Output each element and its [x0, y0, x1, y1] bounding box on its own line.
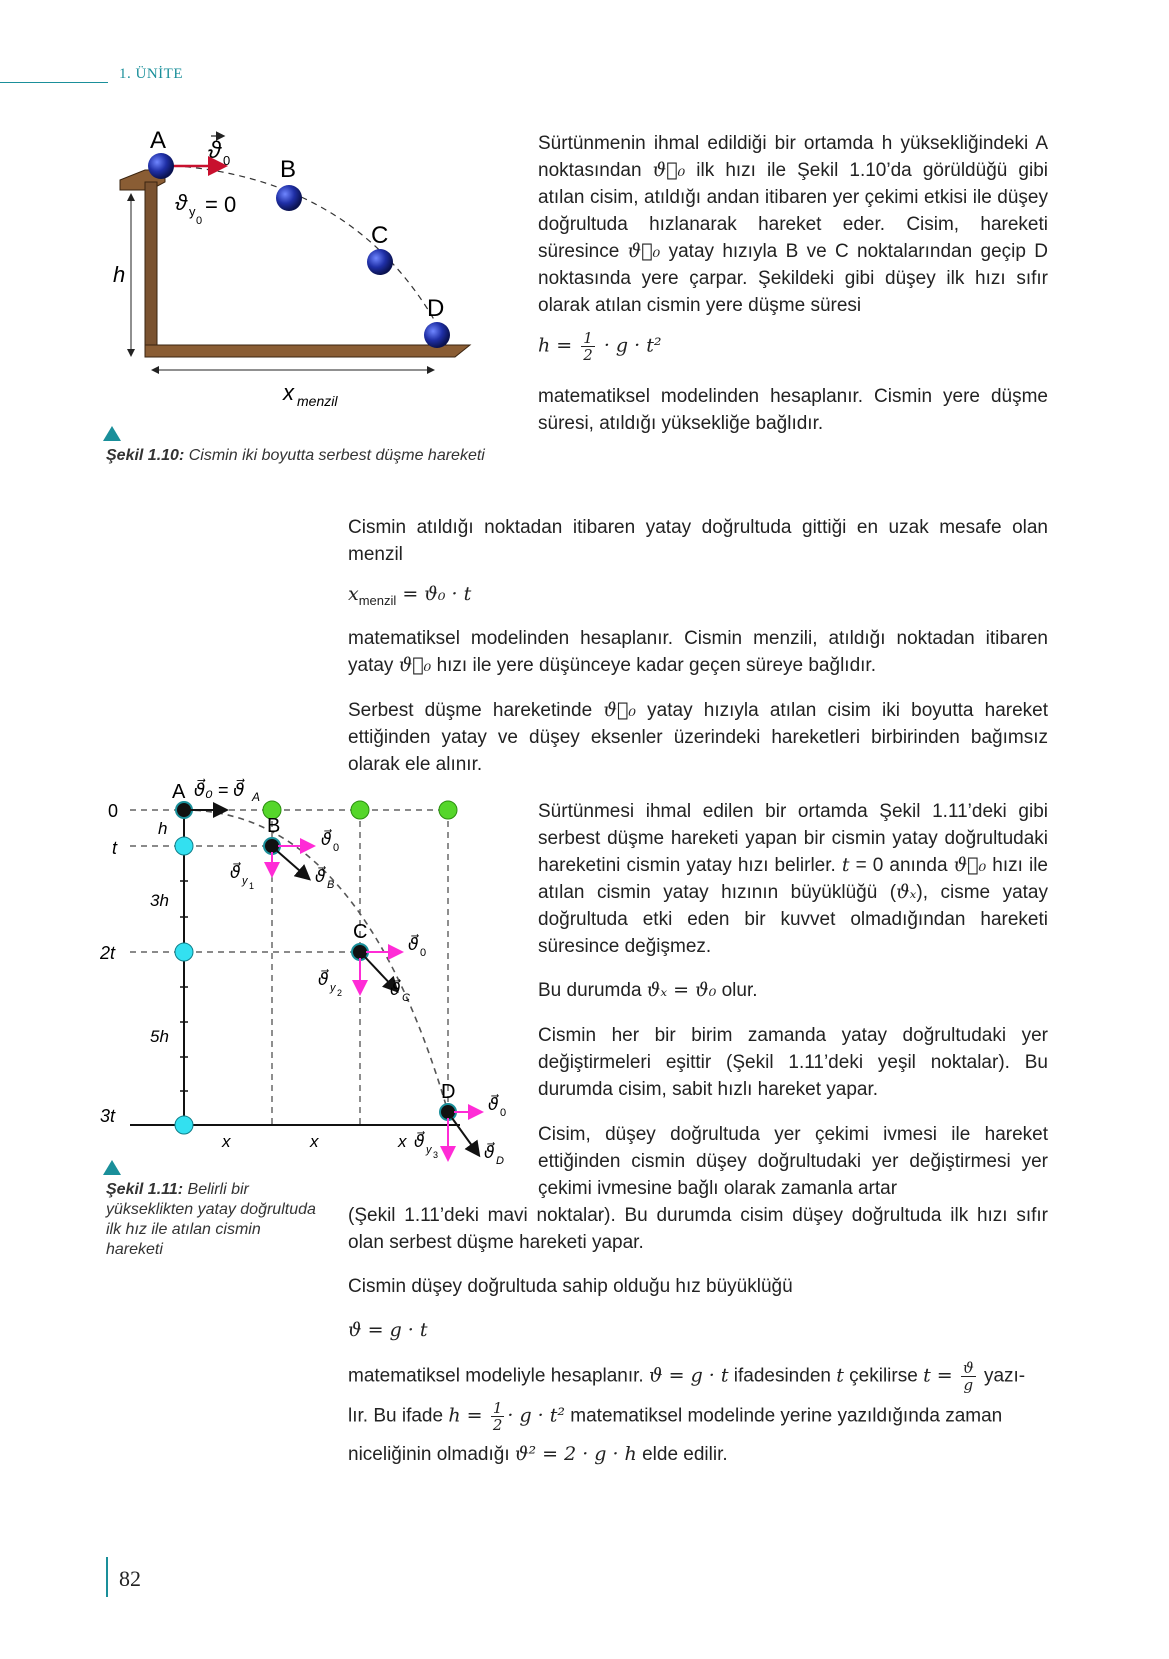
p4-v0: ϑ⃗₀ — [398, 654, 432, 676]
p1-b: ilk hızı ile Şekil 1.10’da görüldüğü gibi atılan cisim, atıldığı andan itibaren yer çekimi etkisi ile düşey doğrultuda hızlanarak hareket eder. Cisim, hareketi süresince — [538, 160, 1048, 262]
paragraph-13 — [348, 1441, 1058, 1468]
label-vy-b: ϑ⃗ — [230, 863, 241, 882]
label-vy-c-n: 2 — [337, 988, 343, 998]
label-v0-sub: 0 — [223, 153, 231, 168]
eq2-sub: menzil — [358, 592, 397, 608]
eq2-x: x — [348, 583, 359, 605]
p12-eq: h = — [448, 1404, 483, 1427]
label-h1: h — [158, 819, 168, 838]
p11-a: matematiksel modeliyle hesaplanır. — [348, 1365, 649, 1387]
p5-b: yatay hızıyla atılan cisim iki boyutta hareket ettiğinden yatay ve düşey eksenler üzerindeki hareketleri birbirinden bağımsız olarak ele alınır. — [348, 700, 1049, 775]
eq1-num: 1 — [583, 329, 593, 347]
trajectory-path — [163, 165, 440, 330]
v-arrow-d — [452, 1118, 478, 1154]
page-number-rule — [106, 1557, 108, 1597]
p13-a: niceliğinin olmadığı — [348, 1444, 515, 1465]
ground — [145, 345, 470, 357]
p13-b: elde edilir. — [636, 1444, 728, 1465]
header-rule — [0, 82, 108, 83]
cliff-wall — [145, 182, 157, 357]
p12-a: lır. Bu ifade — [348, 1405, 449, 1427]
p7-b: olur. — [716, 980, 758, 1001]
p11-den: g — [963, 1376, 974, 1394]
label-t2: 2t — [100, 943, 116, 963]
paragraph-5 — [348, 697, 1048, 778]
cyan-point — [175, 1116, 193, 1134]
equation-1 — [538, 330, 661, 363]
paragraph-9b: (Şekil 1.11’deki mavi noktalar). Bu durumda cisim düşey doğrultuda ilk hızı sıfır olan serbest düşme hareketi yapar. — [348, 1205, 1048, 1253]
paragraph-4 — [348, 625, 1048, 679]
label-vy-c-sub: y — [330, 982, 336, 994]
green-point — [439, 801, 457, 819]
label-b2: B — [267, 815, 281, 837]
ball-c — [367, 249, 393, 275]
label-vy0-eq: = 0 — [205, 192, 237, 217]
figure-1-10 — [105, 120, 505, 410]
p7-a: Bu durumda — [538, 980, 647, 1001]
paragraph-12 — [348, 1400, 1058, 1433]
label-x-sub: menzil — [297, 393, 338, 409]
green-point — [351, 801, 369, 819]
p6-d: ), cisme yatay doğrultuda etki eden bir kuvvet olmadığından hareketi süresince değişmez. — [538, 882, 1049, 957]
ball-d — [424, 322, 450, 348]
caption2-text: Belirli bir yükseklikten yatay doğrultuda ilk hız ile atılan cismin hareketi — [106, 1181, 316, 1258]
p11-eq2: t = — [923, 1364, 953, 1387]
caption-text: Cismin iki boyutta serbest düşme hareketi — [184, 447, 485, 464]
label-x1: x — [222, 1132, 231, 1151]
label-v-d-sub: D — [496, 1155, 504, 1167]
p11-t: t — [836, 1364, 844, 1387]
equation-2 — [348, 581, 471, 614]
p6-c: hızı ile atılan cismin yatay hızının büyüklüğü ( — [538, 855, 1048, 903]
label-vy0: ϑ — [175, 190, 188, 215]
label-h3: 5h — [150, 1027, 169, 1046]
label-a2: A — [172, 781, 186, 803]
p1-v0: ϑ⃗₀ — [652, 159, 686, 181]
label-v-b-sub: B — [327, 879, 335, 891]
label-x3: x — [398, 1132, 407, 1151]
label-a: A — [150, 127, 167, 154]
caption-marker — [103, 426, 121, 441]
unit-label: 1. ÜNİTE — [119, 66, 183, 82]
paragraph-7 — [538, 977, 1048, 1004]
p6-vx: ϑₓ — [896, 881, 917, 903]
point-a — [176, 802, 192, 818]
grid-lines — [130, 810, 455, 1125]
label-vy-d: ϑ⃗ — [414, 1132, 425, 1151]
paragraph-10: Cismin düşey doğrultuda sahip olduğu hız büyüklüğü — [348, 1276, 793, 1297]
page-number: 82 — [119, 1566, 141, 1591]
paragraph-3: Cismin atıldığı noktadan itibaren yatay doğrultuda gittiği en uzak mesafe olan menzil — [348, 517, 1048, 565]
label-v0-d: ϑ⃗ — [488, 1095, 499, 1114]
trajectory-path-2 — [184, 810, 448, 1112]
label-t1: t — [112, 838, 118, 858]
label-t0: 0 — [108, 801, 119, 821]
cyan-point — [175, 943, 193, 961]
eq2-rhs: = ϑ₀ · t — [396, 583, 472, 605]
label-vy-c: ϑ⃗ — [318, 970, 329, 989]
equation-3: ϑ = g · t — [348, 1319, 428, 1341]
label-d2: D — [441, 1081, 456, 1103]
p4-a: matematiksel modelinden hesaplanır. Cismin menzili, atıldığı noktadan itibaren yatay — [348, 628, 1048, 676]
label-vy-d-n: 3 — [433, 1150, 439, 1160]
p11-eq: ϑ = g · t — [648, 1364, 729, 1387]
label-v0-d-sub: 0 — [500, 1107, 507, 1119]
p12-den: 2 — [492, 1416, 503, 1434]
label-top-eq-sub: A — [252, 790, 261, 804]
p6-b: = 0 anında — [849, 855, 954, 876]
eq1-den: 2 — [583, 346, 593, 364]
p6-v0: ϑ⃗₀ — [953, 854, 987, 876]
p12-b: matematiksel modelinde yerine yazıldığında zaman — [565, 1405, 1003, 1427]
label-top-eq: ϑ⃗₀ = ϑ⃗ — [194, 780, 245, 800]
label-v0-c: ϑ⃗ — [408, 935, 419, 954]
p1-a: Sürtünmenin ihmal edildiği bir ortamda h yüksekliğindeki A noktasından — [538, 133, 1048, 181]
p12-num: 1 — [492, 1399, 503, 1417]
label-t3: 3t — [100, 1106, 116, 1126]
label-vy-d-sub: y — [426, 1144, 432, 1156]
paragraph-11 — [348, 1360, 1058, 1393]
figure-1-11 — [100, 770, 540, 1170]
p6-a: Sürtünmesi ihmal edilen bir ortamda Şekil 1.11’deki gibi serbest düşme hareketi yapan bir cismin yatay doğrultudaki hareketini cismin yatay hızı belirler. — [538, 801, 1048, 876]
p7-eq: ϑₓ = ϑ₀ — [646, 979, 717, 1001]
caption-bold: Şekil 1.10: — [106, 447, 185, 464]
p5-a: Serbest düşme hareketinde — [348, 700, 604, 721]
p11-num: ϑ — [962, 1359, 974, 1377]
v-arrow-b — [276, 850, 308, 878]
p4-b: hızı ile yere düşünceye kadar geçen süreye bağlıdır. — [431, 655, 876, 676]
p6-t0: t — [841, 854, 850, 876]
caption-marker-2 — [103, 1160, 121, 1175]
paragraph-1 — [538, 130, 1048, 319]
paragraph-2: matematiksel modelinden hesaplanır. Cismin yere düşme süresi, atıldığı yüksekliğe bağlıdır. — [538, 386, 1048, 434]
caption2-bold: Şekil 1.11: — [106, 1181, 184, 1198]
paragraph-6 — [538, 798, 1048, 960]
label-v-c: ϑ⃗ — [390, 980, 401, 999]
p11-c: çekilirse — [843, 1365, 924, 1387]
paragraph-9a: Cisim, düşey doğrultuda yer çekimi ivmesi ile hareket ettiğinden cismin düşey doğrultudaki yer değiştirmesi yer çekimi ivmesine bağlı olarak zamanla artar — [538, 1124, 1048, 1199]
eq1-lhs: h = — [538, 334, 573, 357]
label-h: h — [113, 262, 126, 287]
label-v-c-sub: C — [402, 992, 410, 1004]
figure-1-11-caption — [106, 1180, 316, 1260]
label-x: x — [283, 380, 294, 405]
label-c2: C — [353, 921, 368, 943]
ball-b — [276, 185, 302, 211]
ball-a — [148, 153, 174, 179]
label-v0-c-sub: 0 — [420, 947, 427, 959]
p11-b: ifadesinden — [728, 1365, 837, 1387]
p1-v0-2: ϑ⃗₀ — [627, 240, 661, 262]
label-v-d: ϑ⃗ — [484, 1143, 495, 1162]
label-c: C — [371, 222, 389, 249]
label-b: B — [280, 156, 297, 183]
label-v0-b: ϑ⃗ — [321, 830, 332, 849]
label-x2: x — [310, 1132, 319, 1151]
label-v-b: ϑ⃗ — [315, 867, 326, 886]
label-v0-b-sub: 0 — [333, 842, 340, 854]
p11-d: yazı- — [978, 1365, 1026, 1387]
p12-eq2: · g · t² — [507, 1404, 565, 1427]
label-vy-b-n: 1 — [249, 881, 255, 891]
p1-c: yatay hızıyla B ve C noktalarından geçip D noktasında yere çarpar. Şekildeki gibi düşey ilk hızı sıfır olarak atılan cismin yere düşme süresi — [538, 241, 1048, 316]
label-v0: ϑ — [208, 137, 222, 164]
paragraph-8: Cismin her bir birim zamanda yatay doğrultudaki yer değiştirmeleri eşittir (Şekil 1.11’deki yeşil noktalar). Bu durumda cisim, sabit hızlı hareket yapar. — [538, 1025, 1048, 1100]
label-vy0-sub: y — [189, 204, 196, 219]
p5-v0: ϑ⃗₀ — [603, 699, 636, 721]
label-d: D — [427, 295, 445, 322]
p13-eq: ϑ² = 2 · g · h — [514, 1443, 637, 1465]
label-vy-b-sub: y — [242, 875, 248, 887]
point-d — [440, 1104, 456, 1120]
figure-1-10-caption — [106, 446, 486, 466]
label-vy0-sub2: 0 — [196, 215, 203, 227]
eq1-rhs: · g · t² — [603, 334, 662, 357]
cyan-point — [175, 837, 193, 855]
label-h2: 3h — [150, 891, 169, 910]
